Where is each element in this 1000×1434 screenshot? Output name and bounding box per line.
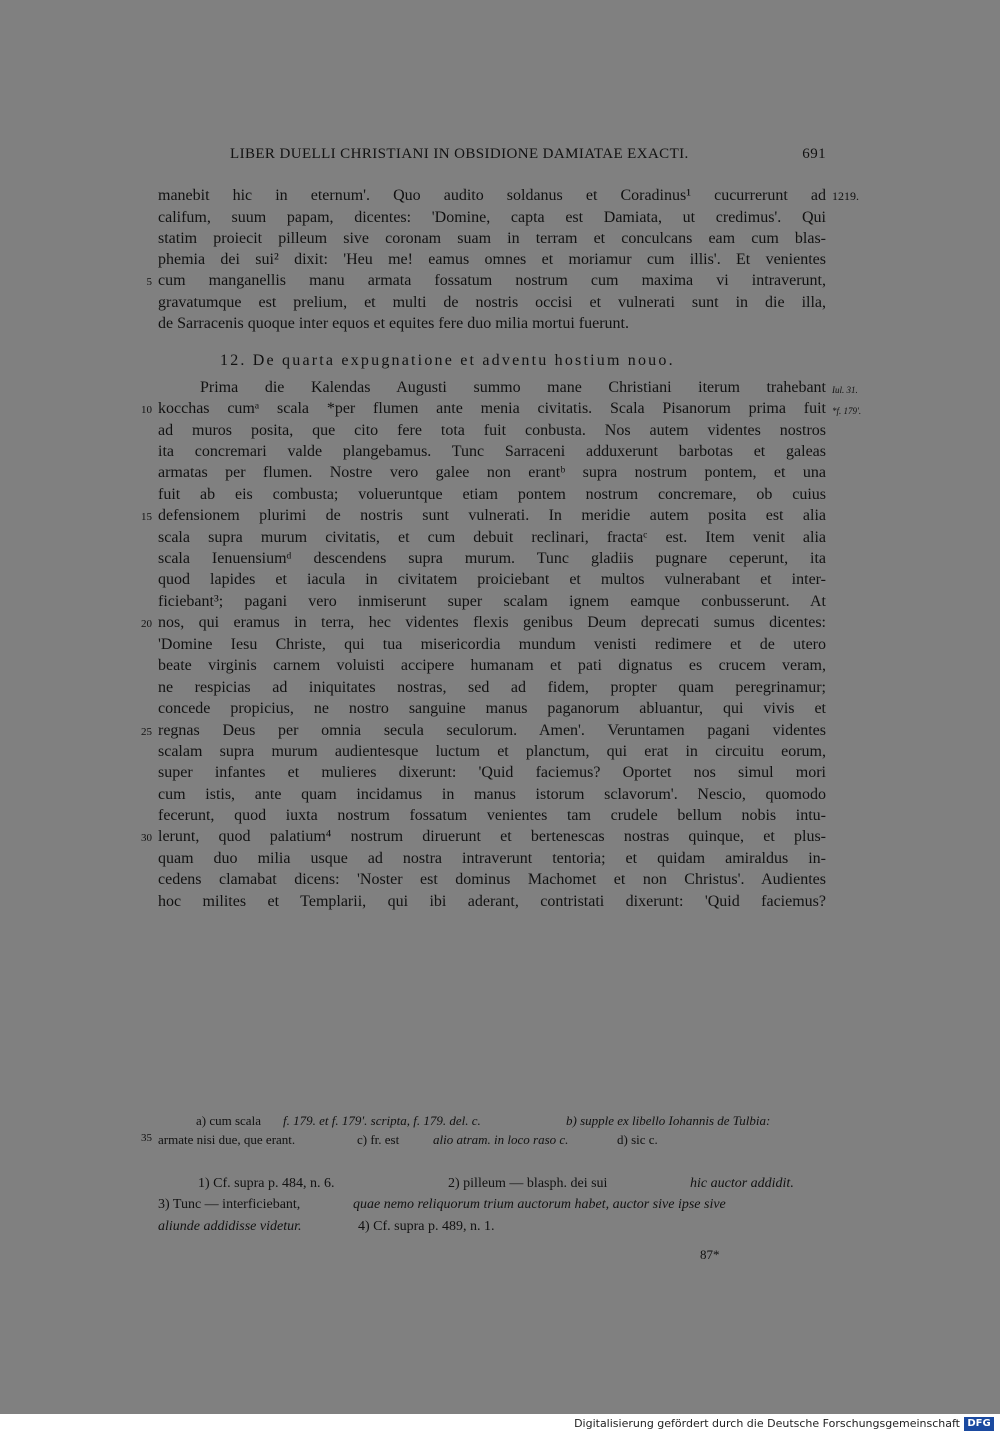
apparatus-text: c) fr. est xyxy=(357,1132,400,1147)
text-line: statim proiecit pilleum sive coronam suam in terram et conculcans eam cum blas- xyxy=(158,230,826,247)
footnote: hic auctor addidit. xyxy=(690,1176,794,1191)
page-number: 691 xyxy=(802,146,826,162)
text-line: fecerunt, quod iuxta nostrum fossatum venientes tam crudele bellum nobis intu- xyxy=(158,807,826,824)
line-number: 5 xyxy=(146,276,152,288)
text-line: hoc milites et Templarii, qui ibi aderant, contristati dixerunt: 'Quid faciemus? xyxy=(158,893,826,910)
text-line: califum, suum papam, dicentes: 'Domine, capta est Damiata, ut credimus'. Qui xyxy=(158,209,826,226)
line-number: 25 xyxy=(141,726,152,738)
text-line: regnas Deus per omnia secula seculorum. Amen'. Veruntamen pagani videntes xyxy=(158,722,826,739)
text-line: gravatumque est prelium, et multi de nostris occisi et vulnerati sunt in die illa, xyxy=(158,294,826,311)
footnote: 4) Cf. supra p. 489, n. 1. xyxy=(358,1219,495,1234)
apparatus-text: b) supple ex libello Iohannis de Tulbia: xyxy=(566,1113,771,1128)
apparatus-text: f. 179. et f. 179'. scripta, f. 179. del. c. xyxy=(283,1113,481,1128)
footnote: aliunde addidisse videtur. xyxy=(158,1219,302,1234)
footnote: 3) Tunc — interficiebant, xyxy=(158,1197,301,1212)
line-number: 35 xyxy=(141,1132,152,1144)
footer-text: Digitalisierung gefördert durch die Deutsche Forschungsgemeinschaft xyxy=(574,1417,960,1430)
text-line: kocchas cumᵃ scala *per flumen ante menia civitatis. Scala Pisanorum prima fuit xyxy=(158,400,826,417)
text-line: quod lapides et iacula in civitatem proiciebant et multos vulnerabant et inter- xyxy=(158,571,826,588)
line-number: 10 xyxy=(141,404,152,416)
digitization-footer xyxy=(0,1414,1000,1434)
running-header xyxy=(158,146,826,168)
apparatus-text: alio atram. in loco raso c. xyxy=(433,1132,569,1147)
text-line: cum manganellis manu armata fossatum nostrum cum maxima vi intraverunt, xyxy=(158,272,826,289)
text-line: concede propicius, ne nostro sanguine manus paganorum abluantur, qui vivis et xyxy=(158,700,826,717)
text-line: nos, qui eramus in terra, hec videntes flexis genibus Deum deprecati sumus dicentes: xyxy=(158,614,826,631)
text-line: phemia dei sui² dixit: 'Heu me! eamus omnes et moriamur cum illis'. Et venientes xyxy=(158,251,826,268)
text-line: armatas per flumen. Nostre vero galee non erantᵇ supra nostrum pontem, et una xyxy=(158,464,826,481)
signature-mark: 87* xyxy=(700,1247,720,1262)
text-line: de Sarracenis quoque inter equos et equites fere duo milia mortui fuerunt. xyxy=(158,315,629,332)
dfg-logo-icon: DFG xyxy=(964,1417,994,1431)
line-number: 30 xyxy=(141,832,152,844)
text-line: beate virginis carnem voluisti accipere humanam et pati dignatus es crucem veram, xyxy=(158,657,826,674)
text-line: 'Domine Iesu Christe, qui tua misericordia mundum venisti redimere et de utero xyxy=(158,636,826,653)
text-line: ita concremari valde plangebamus. Tunc Sarraceni adduxerunt barbotas et galeas xyxy=(158,443,826,460)
text-line: lerunt, quod palatium⁴ nostrum diruerunt et bertenescas nostras quinque, et plus- xyxy=(158,828,826,845)
apparatus-text: d) sic c. xyxy=(617,1132,658,1147)
text-line: fuit ab eis combusta; volueruntque etiam pontem nostrum concremare, ob cuius xyxy=(158,486,826,503)
text-line: scala supra murum civitatis, et cum debuit reclinari, fractaᶜ est. Item venit alia xyxy=(158,529,826,546)
text-line: Prima die Kalendas Augusti summo mane Christiani iterum trahebant xyxy=(200,379,826,396)
footnote: 1) Cf. supra p. 484, n. 6. xyxy=(198,1176,335,1191)
margin-date: Iul. 31. xyxy=(832,385,858,395)
footnote: quae nemo reliquorum trium auctorum habet, auctor sive ipse sive xyxy=(353,1197,726,1212)
text-line: manebit hic in eternum'. Quo audito soldanus et Coradinus¹ cucurrerunt ad xyxy=(158,187,826,204)
text-line: ficiebant³; pagani vero inmiserunt super scalam ignem eamque conbusserunt. At xyxy=(158,593,826,610)
text-line: quam duo milia usque ad nostra intraverunt tentoria; et quidam amiraldus in- xyxy=(158,850,826,867)
apparatus-text: armate nisi due, que erant. xyxy=(158,1132,296,1147)
text-line: ne respicias ad iniquitates nostras, sed ad fidem, propter quam peregrinamur; xyxy=(158,679,826,696)
text-line: super infantes et mulieres dixerunt: 'Quid faciemus? Oportet nos simul mori xyxy=(158,764,826,781)
text-line: cedens clamabat dicens: 'Noster est dominus Machomet et non Christus'. Audientes xyxy=(158,871,826,888)
text-line: cum istis, ante quam incidamus in manus istorum sclavorum'. Nescio, quomodo xyxy=(158,786,826,803)
text-line: defensionem plurimi de nostris sunt vulnerati. In meridie autem posita est alia xyxy=(158,507,826,524)
line-number: 20 xyxy=(141,618,152,630)
text-line: scalam supra murum audientesque luctum et planctum, qui erat in circuitu eorum, xyxy=(158,743,826,760)
text-line: ad muros posita, que cito fere tota fuit conbusta. Nos autem videntes nostros xyxy=(158,422,826,439)
line-number: 15 xyxy=(141,511,152,523)
text-line: scala Ienuensiumᵈ descendens supra murum. Tunc gladiis pugnare ceperunt, ita xyxy=(158,550,826,567)
margin-folio: *f. 179'. xyxy=(832,406,862,416)
section-heading: 12. De quarta expugnatione et adventu hostium nouo. xyxy=(220,352,675,369)
margin-year: 1219. xyxy=(832,189,859,203)
apparatus-text: a) cum scala xyxy=(196,1113,261,1128)
footnote: 2) pilleum — blasph. dei sui xyxy=(448,1176,608,1191)
running-title: LIBER DUELLI CHRISTIANI IN OBSIDIONE DAMIATAE EXACTI. xyxy=(230,146,689,162)
